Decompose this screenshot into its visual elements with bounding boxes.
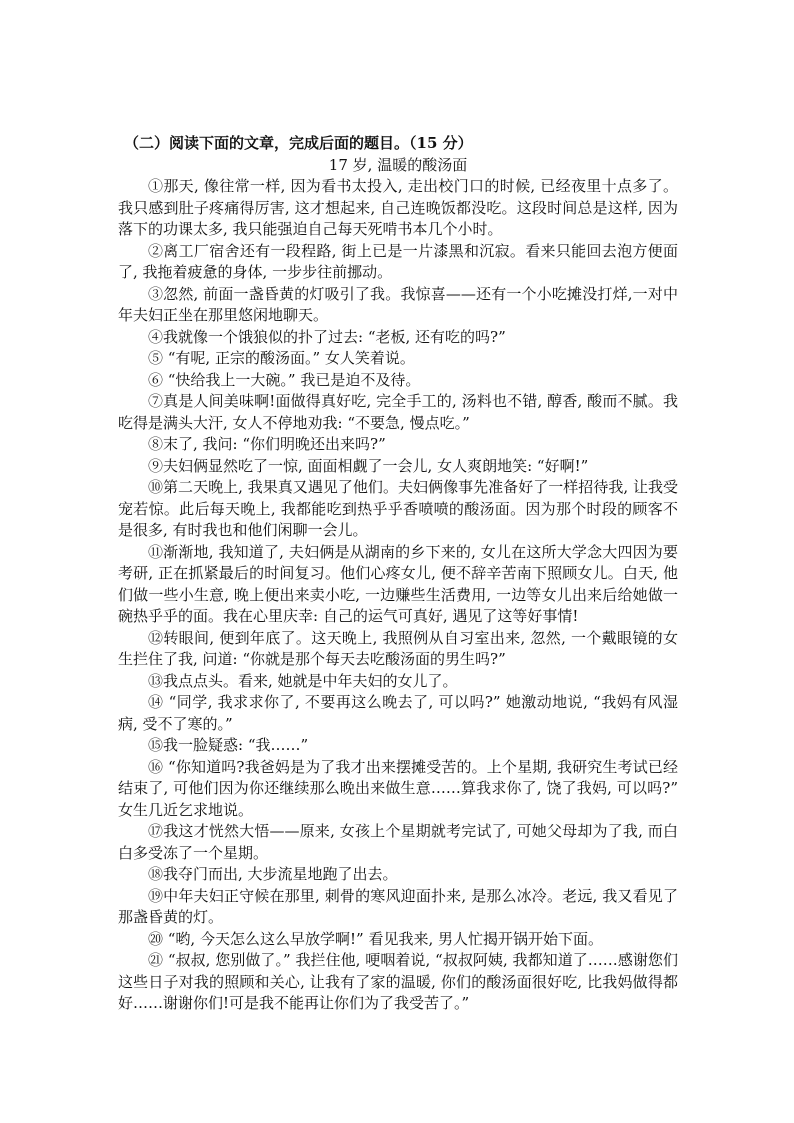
paragraph-14: ⑭ “同学, 我求求你了, 不要再这么晚去了, 可以吗?” 她激动地说, “我妈有风湿病, 受不了寒的。” bbox=[118, 693, 678, 733]
paragraph-11: ⑪渐渐地, 我知道了, 夫妇俩是从湖南的乡下来的, 女儿在这所大学念大四因为要考研, 正在抓紧最后的时间复习。他们心疼女儿, 便不辞辛苦南下照顾女儿。白天, 他们做一些小生意, 晚上便出来卖小吃, 一边赚些生活费用, 一边等女儿出来后给她做一碗热乎乎的面。我在心里庆幸: 自己的运气可真好, 遇见了这等好事情! bbox=[118, 542, 678, 625]
paragraph-12: ⑫转眼间, 便到年底了。这天晚上, 我照例从自习室出来, 忽然, 一个戴眼镜的女生拦住了我, 问道: “你就是那个每天去吃酸汤面的男生吗?” bbox=[118, 628, 678, 668]
paragraph-1: ①那天, 像往常一样, 因为看书太投入, 走出校门口的时候, 已经夜里十点多了。我只感到肚子疼痛得厉害, 这才想起来, 自己连晚饭都没吃。这段时间总是这样, 因为落下的功课太多, 我只能强迫自己每天死啃书本几个小时。 bbox=[118, 177, 678, 238]
paragraph-6: ⑥ “快给我上一大碗。” 我已是迫不及待。 bbox=[148, 370, 421, 389]
paragraph-2: ②离工厂宿舍还有一段程路, 街上已是一片漆黑和沉寂。看来只能回去泡方便面了, 我拖着疲惫的身体, 一步步往前挪动。 bbox=[118, 241, 678, 281]
paragraph-18: ⑱我夺门而出, 大步流星地跑了出去。 bbox=[148, 865, 398, 883]
paragraph-21: ㉑ “叔叔, 您别做了。” 我拦住他, 哽咽着说, “叔叔阿姨, 我都知道了……感谢您们这些日子对我的照顾和关心, 让我有了家的温暖, 你们的酸汤面很好吃, 比我妈做得都好……谢谢你们!可是我不能再让你们为了我受苦了。” bbox=[118, 951, 678, 1012]
paragraph-17: ⑰我这才恍然大悟——原来, 女孩上个星期就考完试了, 可她父母却为了我, 而白白多受冻了一个星期。 bbox=[118, 822, 678, 862]
paragraph-7: ⑦真是人间美味啊!面做得真好吃, 完全手工的, 汤料也不错, 醇香, 酸而不腻。我吃得是满头大汗, 女人不停地劝我: “不要急, 慢点吃。” bbox=[118, 392, 678, 432]
paragraph-20: ⑳ “哟, 今天怎么这么早放学啊!” 看见我来, 男人忙揭开锅开始下面。 bbox=[148, 929, 603, 948]
paragraph-5: ⑤ “有呢, 正宗的酸汤面。” 女人笑着说。 bbox=[148, 349, 415, 367]
article-title: 17 岁, 温暖的酸汤面 bbox=[328, 156, 468, 174]
paragraph-10: ⑩第二天晚上, 我果真又遇见了他们。夫妇俩像事先准备好了一样招待我, 让我受宠若惊。此后每天晚上, 我都能吃到热乎乎香喷喷的酸汤面。因为那个时段的顾客不是很多, 有时我也和他们闲聊一会儿。 bbox=[118, 478, 678, 539]
paragraph-3: ③忽然, 前面一盏昏黄的灯吸引了我。我惊喜——还有一个小吃摊没打烊,一对中年夫妇正坐在那里悠闲地聊天。 bbox=[118, 284, 678, 324]
document-page bbox=[118, 132, 678, 1015]
paragraph-13: ⑬我点点头。看来, 她就是中年夫妇的女儿了。 bbox=[148, 671, 458, 690]
paragraph-19: ⑲中年夫妇正守候在那里, 刺骨的寒风迎面扑来, 是那么冰冷。老远, 我又看见了那盏昏黄的灯。 bbox=[118, 886, 678, 926]
article-body bbox=[118, 176, 678, 1015]
paragraph-15: ⑮我一脸疑惑: “我……” bbox=[148, 736, 309, 754]
paragraph-8: ⑧末了, 我问: “你们明晚还出来吗?” bbox=[148, 435, 386, 453]
paragraph-16: ⑯ “你知道吗?我爸妈是为了我才出来摆摊受苦的。上个星期, 我研究生考试已经结束了, 可他们因为你还继续那么晚出来做生意……算我求你了, 饶了我妈, 可以吗?” 女生几近乞求地说。 bbox=[118, 757, 678, 819]
section-heading: （二）阅读下面的文章，完成后面的题目。（15 分） bbox=[124, 134, 473, 152]
paragraph-9: ⑨夫妇俩显然吃了一惊, 面面相觑了一会儿, 女人爽朗地笑: “好啊!” bbox=[148, 456, 589, 475]
paragraph-4: ④我就像一个饿狼似的扑了过去: “老板, 还有吃的吗?” bbox=[148, 327, 506, 346]
